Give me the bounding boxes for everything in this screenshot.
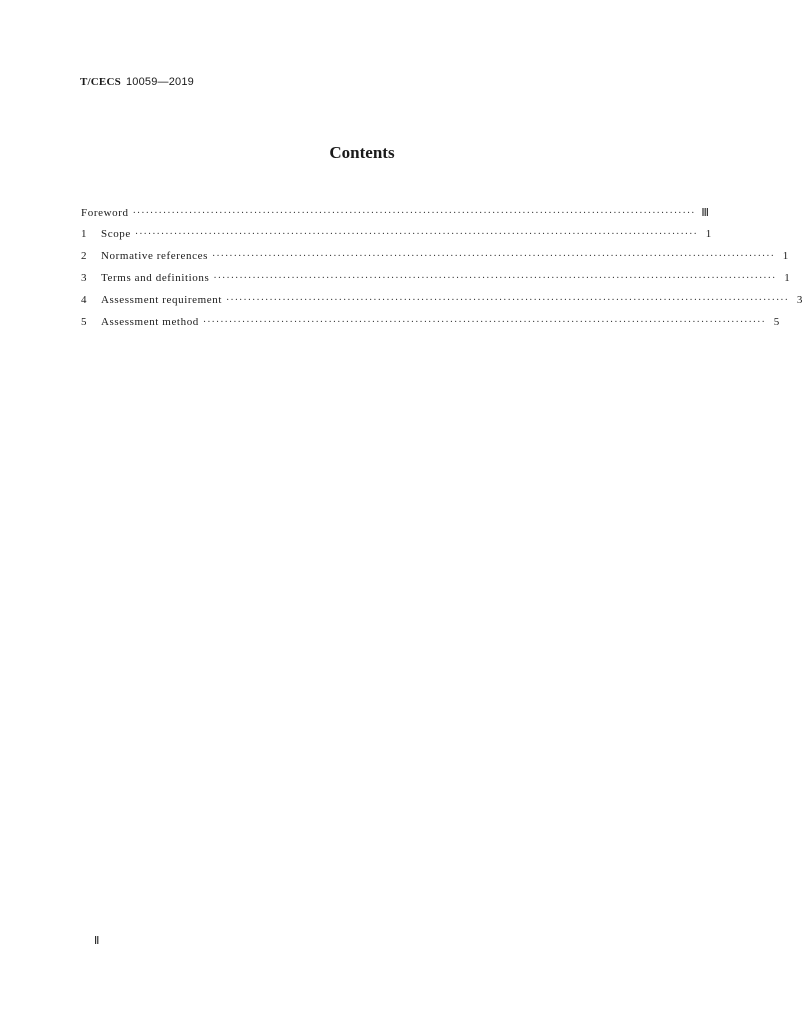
toc-dot-leader: ·································································································································· — [213, 273, 777, 284]
toc-entry-foreword[interactable] — [81, 206, 710, 228]
toc-entry-assessment-method[interactable] — [81, 316, 780, 338]
toc-page-number: 5 — [773, 316, 780, 328]
toc-page-number: 1 — [784, 272, 791, 284]
toc-entry-terms-and-definitions[interactable] — [81, 272, 791, 294]
page-number-footer: Ⅱ — [94, 935, 100, 947]
toc-page-number: 1 — [782, 250, 789, 262]
toc-entry-label: 2 Normative references — [81, 250, 208, 262]
toc-entry-label: 5 Assessment method — [81, 316, 199, 328]
toc-entry-number: 5 — [81, 316, 88, 328]
toc-page-number: 3 — [796, 294, 803, 306]
toc-entry-number: 4 — [81, 294, 88, 306]
document-header — [80, 76, 194, 88]
toc-entry-scope[interactable] — [81, 228, 712, 250]
toc-dot-leader: ·································································································································· — [211, 251, 775, 262]
toc-entry-assessment-requirement[interactable] — [81, 294, 803, 316]
toc-dot-leader: ·································································································································· — [134, 229, 698, 240]
toc-entry-number: 2 — [81, 250, 88, 262]
toc-page-number: Ⅲ — [701, 207, 710, 219]
toc-entry-label: 1 Scope — [81, 228, 131, 240]
toc-entry-label: Foreword — [81, 207, 129, 219]
toc-dot-leader: ·································································································································· — [226, 295, 789, 306]
toc-entry-label: 4 Assessment requirement — [81, 294, 223, 306]
toc-entry-number: 3 — [81, 272, 88, 284]
toc-dot-leader: ·································································································································· — [202, 317, 766, 328]
toc-entry-label: 3 Terms and definitions — [81, 272, 210, 284]
standard-number: 10059—2019 — [125, 76, 194, 88]
toc-dot-leader: ·································································································································· — [132, 208, 696, 219]
toc-page-number: 1 — [705, 228, 712, 240]
toc-entry-number: 1 — [81, 228, 88, 240]
standard-org: T/CECS — [80, 76, 121, 88]
table-of-contents — [81, 206, 803, 338]
toc-entry-normative-references[interactable] — [81, 250, 789, 272]
page-title: Contents — [329, 143, 395, 162]
